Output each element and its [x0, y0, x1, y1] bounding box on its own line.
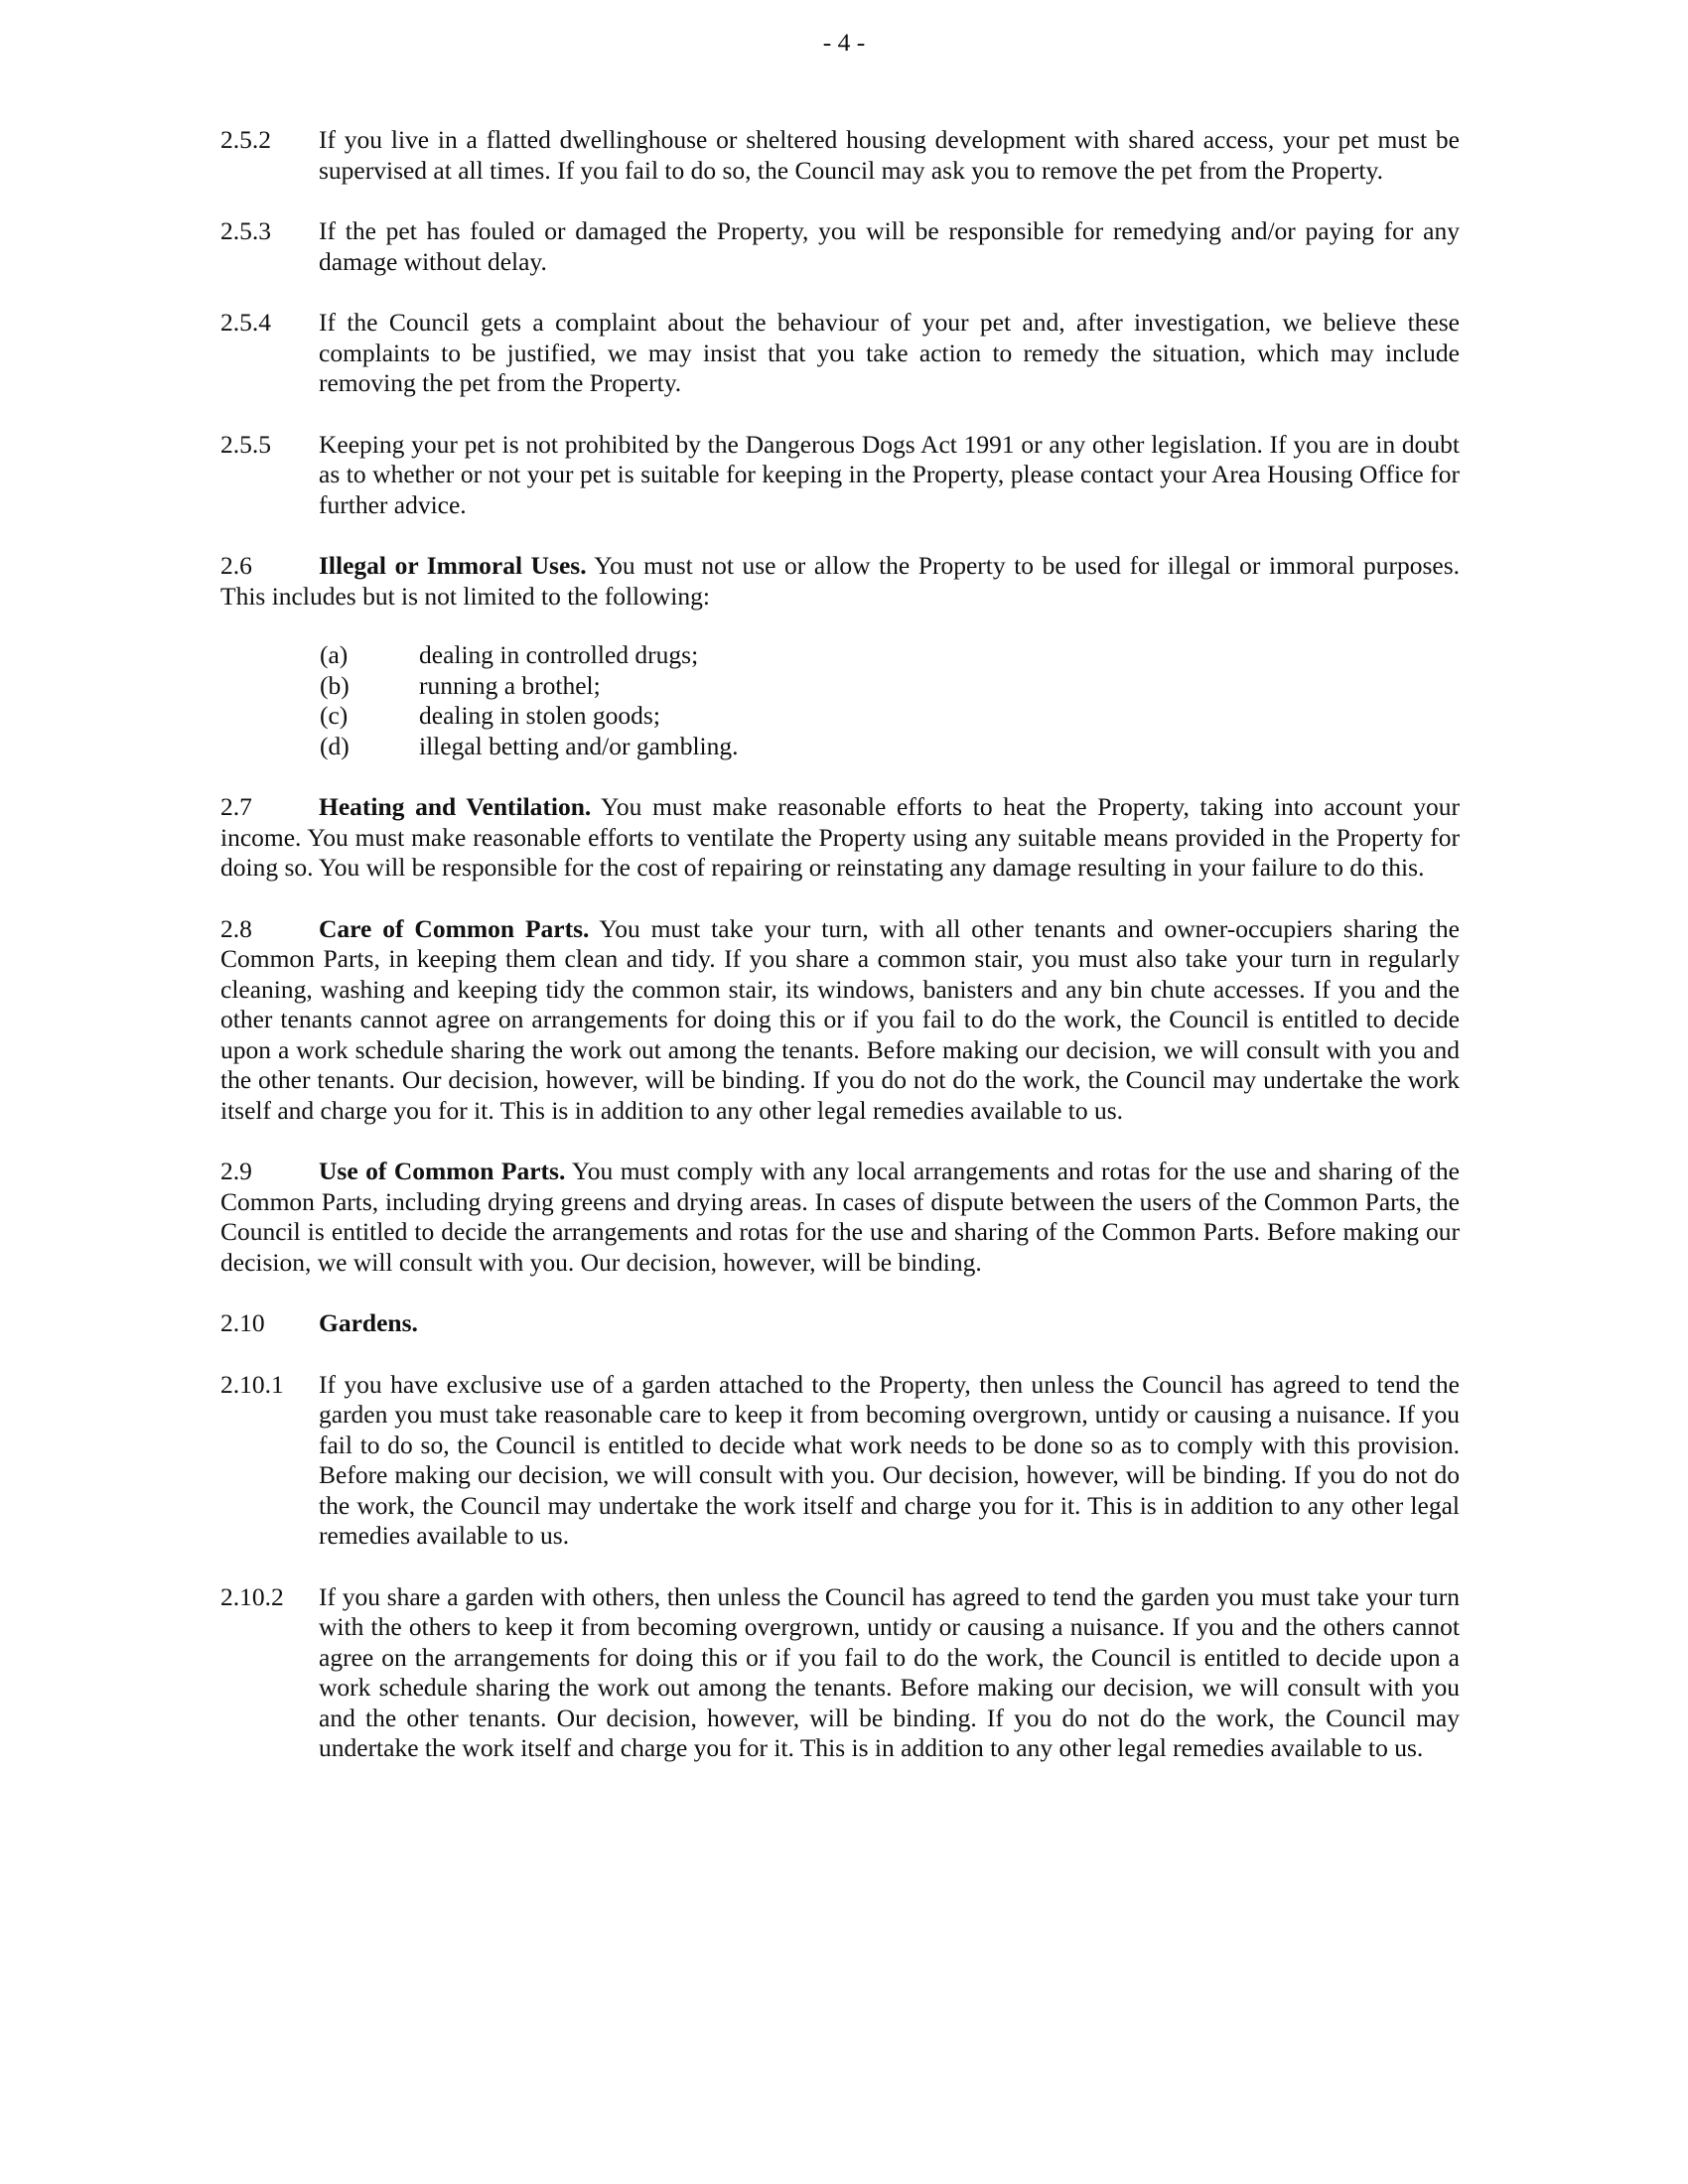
clause-number: 2.10.2	[220, 1581, 284, 1611]
clause-number: 2.10.1	[220, 1369, 284, 1399]
list-item-letter: (c)	[320, 701, 349, 730]
list-item-text: dealing in stolen goods;	[419, 701, 660, 730]
clause-heading: Care of Common Parts.	[319, 913, 590, 943]
clause-text: If you share a garden with others, then unless the Council has agreed to tend the garden you must take your turn with the others to keep it from becoming overgrown, untidy or causing a nuisance. If you and the others cannot agree on the arrangements for doing this or if you fail to do the work, the Council is entitled to decide upon a work schedule sharing the work out among the tenants. Before making our decision, we will consult with you and the other tenants. Our decision, however, will be binding. If you do not do the work, the Council may undertake the work itself and charge you for it. This is in addition to any other legal remedies available to us.	[319, 1581, 1460, 1762]
document-body	[220, 125, 1460, 1795]
list-item	[320, 671, 1460, 702]
clause-text: If the Council gets a complaint about the behaviour of your pet and, after investigation, we believe these complaints to be justified, we may insist that you take action to remedy the situation, which may include removing the pet from the Property.	[319, 308, 1460, 397]
list-item-text: illegal betting and/or gambling.	[419, 731, 739, 760]
clause-number: 2.8	[220, 913, 252, 943]
clause-text: You must take your turn, with all other tenants and owner-occupiers sharing the Common Parts, in keeping them clean and tidy. If you share a common stair, you must also take your turn in regularly cleaning, washing and keeping tidy the common stair, its windows, banisters and any bin chute accesses. If you and the other tenants cannot agree on arrangements for doing this or if you fail to do the work, the Council is entitled to decide upon a work schedule sharing the work out among the tenants. Before making our decision, we will consult with you and the other tenants. Our decision, however, will be binding. If you do not do the work, the Council may undertake the work itself and charge you for it. This is in addition to any other legal remedies available to us.	[220, 913, 1460, 1125]
list-item	[320, 732, 1460, 762]
clause-number: 2.7	[220, 792, 252, 821]
clause-2-6	[220, 551, 1460, 612]
clause-number: 2.9	[220, 1157, 252, 1185]
page-number: - 4 -	[822, 28, 866, 57]
clause-text: You must not use or allow the Property to be used for illegal or immoral purposes. This includes but is not limited to the following:	[220, 551, 1460, 611]
clause-2-7	[220, 792, 1460, 884]
clause-2-9	[220, 1157, 1460, 1278]
clause-2-10-2	[220, 1582, 1460, 1764]
clause-2-10-1	[220, 1370, 1460, 1552]
clause-2-5-4	[220, 308, 1460, 399]
clause-number: 2.5.5	[220, 429, 271, 459]
clause-heading: Use of Common Parts.	[319, 1157, 566, 1185]
list-item	[320, 640, 1460, 671]
clause-2-10	[220, 1308, 1460, 1339]
prohibited-uses-list	[320, 640, 1460, 761]
clause-2-5-5	[220, 430, 1460, 521]
clause-text: Keeping your pet is not prohibited by the Dangerous Dogs Act 1991 or any other legislation. If you are in doubt as to whether or not your pet is suitable for keeping in the Property, please contact your Area Housing Office for further advice.	[319, 429, 1460, 519]
clause-heading: Heating and Ventilation.	[319, 792, 592, 821]
clause-number: 2.5.3	[220, 216, 271, 245]
clause-number: 2.5.4	[220, 308, 271, 337]
clause-heading: Illegal or Immoral Uses.	[319, 551, 587, 580]
clause-2-5-3	[220, 216, 1460, 277]
list-item-letter: (d)	[320, 731, 350, 760]
clause-2-5-2	[220, 125, 1460, 186]
list-item-text: running a brothel;	[419, 670, 601, 700]
clause-text: You must make reasonable efforts to heat the Property, taking into account your income. You must make reasonable efforts to ventilate the Property using any suitable means provided in the Property for doing so. You will be responsible for the cost of repairing or reinstating any damage resulting in your failure to do this.	[220, 792, 1460, 882]
clause-text: If you live in a flatted dwellinghouse or sheltered housing development with shared access, your pet must be supervised at all times. If you fail to do so, the Council may ask you to remove the pet from the Property.	[319, 125, 1460, 185]
clause-heading: Gardens.	[319, 1308, 418, 1337]
list-item-text: dealing in controlled drugs;	[419, 640, 699, 669]
clause-number: 2.5.2	[220, 125, 271, 154]
list-item-letter: (b)	[320, 670, 350, 700]
clause-text: If you have exclusive use of a garden attached to the Property, then unless the Council has agreed to tend the garden you must take reasonable care to keep it from becoming overgrown, untidy or causing a nuisance. If you fail to do so, the Council is entitled to decide what work needs to be done so as to comply with this provision. Before making our decision, we will consult with you. Our decision, however, will be binding. If you do not do the work, the Council may undertake the work itself and charge you for it. This is in addition to any other legal remedies available to us.	[319, 1369, 1460, 1550]
clause-text: You must comply with any local arrangements and rotas for the use and sharing of the Common Parts, including drying greens and drying areas. In cases of dispute between the users of the Common Parts, the Council is entitled to decide the arrangements and rotas for the use and sharing of the Common Parts. Before making our decision, we will consult with you. Our decision, however, will be binding.	[220, 1157, 1460, 1277]
clause-number: 2.6	[220, 551, 252, 580]
list-item-letter: (a)	[320, 640, 349, 669]
clause-number: 2.10	[220, 1308, 265, 1337]
list-item	[320, 701, 1460, 732]
clause-2-8	[220, 914, 1460, 1127]
clause-text: If the pet has fouled or damaged the Property, you will be responsible for remedying and/or paying for any damage without delay.	[319, 216, 1460, 276]
